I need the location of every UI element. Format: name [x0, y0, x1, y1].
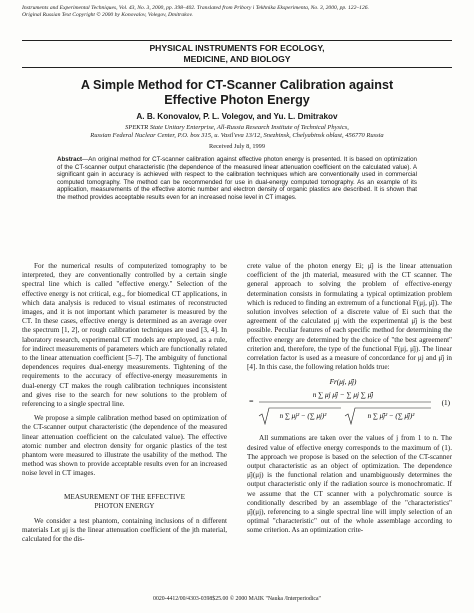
section-heading	[40, 43, 434, 64]
top-rule	[22, 40, 452, 41]
equation-number: (1)	[441, 399, 450, 408]
denominator-term-b: n ∑ μ̄j² − (∑ μ̄j)²	[367, 412, 415, 421]
journal-header-line-1: Instruments and Experimental Techniques, Vol. 43, No. 3, 2000, pp. 398–402. Translated from Pribory i Tekhnika Eksperimenta, No. 3, 2000, pp. 122–126.	[22, 5, 369, 11]
equation-lhs: Fr(μj, μ̄j)	[329, 378, 357, 387]
section-subheading-line-2: PHOTON ENERGY	[94, 501, 155, 510]
energy-paragraph: crete value of the photon energy Ei; μ̄j is the linear attenuation coefficient of the jth material, measured with the CT scanner. The general approach to solving the problem of effective-energy determination consists in formulating a typical optimization problem which is reduced to finding an extremum of a functional F(μj, μ̄j). The solution involves selection of a discrete value of Ei such that the agreement of the calculated μj with the experimental μ̄j is the best possible. Peculiar features of each specific method for determining the effective energy are determined by the choice of "the best agreement" criterion and, therefore, the type of the functional F(μj, μ̄j). The linear correlation factor is used as a measure of concordance for μj and μ̄j in [4]. In this case, the following relation holds true:	[247, 262, 452, 372]
left-column	[22, 262, 227, 545]
affiliation-line-2: Russian Federal Nuclear Center, P.O. box 315, u. Vasil'eva 13/12, Snezhinsk, Chelyabinsk oblast, 456770 Russia	[90, 132, 384, 139]
journal-header	[22, 5, 452, 19]
approach-paragraph: All summations are taken over the values of j from 1 to n. The desired value of effective energy corresponds to the maximum of (1). The approach we propose is based on the selection of the CT-scanner output characteristic as an object of optimization. The dependence μ̄j(μj) is the functional relation and unambiguously determines the output characteristic only if the radiation source is monochromatic. If we assume that the CT scanner with a polychromatic source is conditionally described by an assemblage of the "characteristics" μ̄j(μj), referencing to a single spectral line will imply selection of an optimal "characteristic" out of the whole assemblage according to some criterion. As an optimization crite-	[247, 434, 452, 535]
paper-title-line-2: Effective Photon Energy	[164, 93, 310, 107]
authors: A. B. Konovalov, P. L. Volegov, and Yu. L. Dmitrakov	[136, 112, 338, 121]
paper-title-line-1: A Simple Method for CT-Scanner Calibration against	[80, 78, 394, 92]
affiliation	[22, 124, 452, 140]
section-rule	[22, 67, 452, 68]
right-column	[247, 262, 452, 536]
section-subheading-line-1: MEASUREMENT OF THE EFFECTIVE	[64, 492, 185, 501]
equation-1	[247, 376, 452, 430]
journal-header-line-2: Original Russian Text Copyright © 2000 by Konovalov, Volegov, Dmitrakov.	[22, 11, 193, 18]
method-paragraph: We propose a simple calibration method based on optimization of the CT-scanner output characteristic (the dependence of the measured linear attenuation coefficient on the calculated value). The effective atomic number and electron density for organic plastics of the test phantom were measured to illustrate the usability of the method. The method was shown to provide acceptable results even for an increased noise level in CT images.	[22, 414, 227, 478]
intro-paragraph: For the numerical results of computerized tomography to be interpreted, they are conventionally controlled by a certain single spectral line which is called "effective energy." Selection of the effective energy is not critical, e.g., for biomedical CT applications, in which data analysis is reduced to visual estimates of reconstructed images, and it is not important which parameter is measured by the CT. In these cases, effective energy is determined as an average over the spectrum [1, 2], or rough calibration techniques are used [3, 4]. In laboratory research, experimental CT models are employed, as a rule, for indirect measurements of parameters which are functionally related to the linear attenuation coefficient [5–7]. The ambiguity of functional dependences requires dual-energy measurements. Tightening of the requirements to the accuracy of effective-energy measurements in dual-energy CT makes the rough calibration techniques inconsistent and gives rise to the search for new solutions to the problem of referencing to a single spectral line.	[22, 262, 227, 409]
equals-sign: =	[249, 397, 254, 407]
equation-1-svg	[247, 376, 452, 430]
equation-numerator	[313, 391, 374, 399]
abstract-label: Abstract	[57, 156, 83, 163]
numerator-term-b: − ∑ μj ∑ μ̄j	[339, 391, 374, 400]
phantom-paragraph: We consider a test phantom, containing inclusions of n different materials Let μj is the linear attenuation coefficient of the jth material, calculated for the dis-	[22, 517, 227, 544]
section-subheading	[22, 493, 227, 511]
denominator-term-a: n ∑ μj² − (∑ μj)²	[279, 412, 327, 421]
section-heading-line-2: MEDICINE, AND BIOLOGY	[183, 53, 291, 64]
affiliation-line-1: SPEKTR State Unitary Enterprise, All-Russia Research Institute of Technical Physics,	[125, 124, 349, 131]
paper-title	[30, 78, 444, 108]
footer-copyright: 0020-4412/00/4303-0398$25.00 © 2000 MAIK "Nauka /Interperiodica"	[153, 596, 321, 602]
received-date: Received July 8, 1999	[209, 143, 265, 150]
abstract	[57, 156, 417, 202]
abstract-text: —An original method for CT-scanner calibration against effective photon energy is presented. It is based on optimization of the CT-scanner output characteristic (the dependence of the measured linear attenuation coefficient on the calculated value). A significant gain in accuracy is achieved with respect to the calibration techniques which are conventionally used in commercial computed tomography. The method can be recommended for use in dual-energy computed tomography. As an example of its application, measurements of the effective atomic number and electron density of organic plastics are described. It is shown that the method provides acceptable results even for an increased noise level in CT images.	[57, 156, 417, 201]
section-heading-line-1: PHYSICAL INSTRUMENTS FOR ECOLOGY,	[149, 43, 325, 53]
numerator-term-a: n ∑ μj μ̄j	[312, 391, 339, 400]
